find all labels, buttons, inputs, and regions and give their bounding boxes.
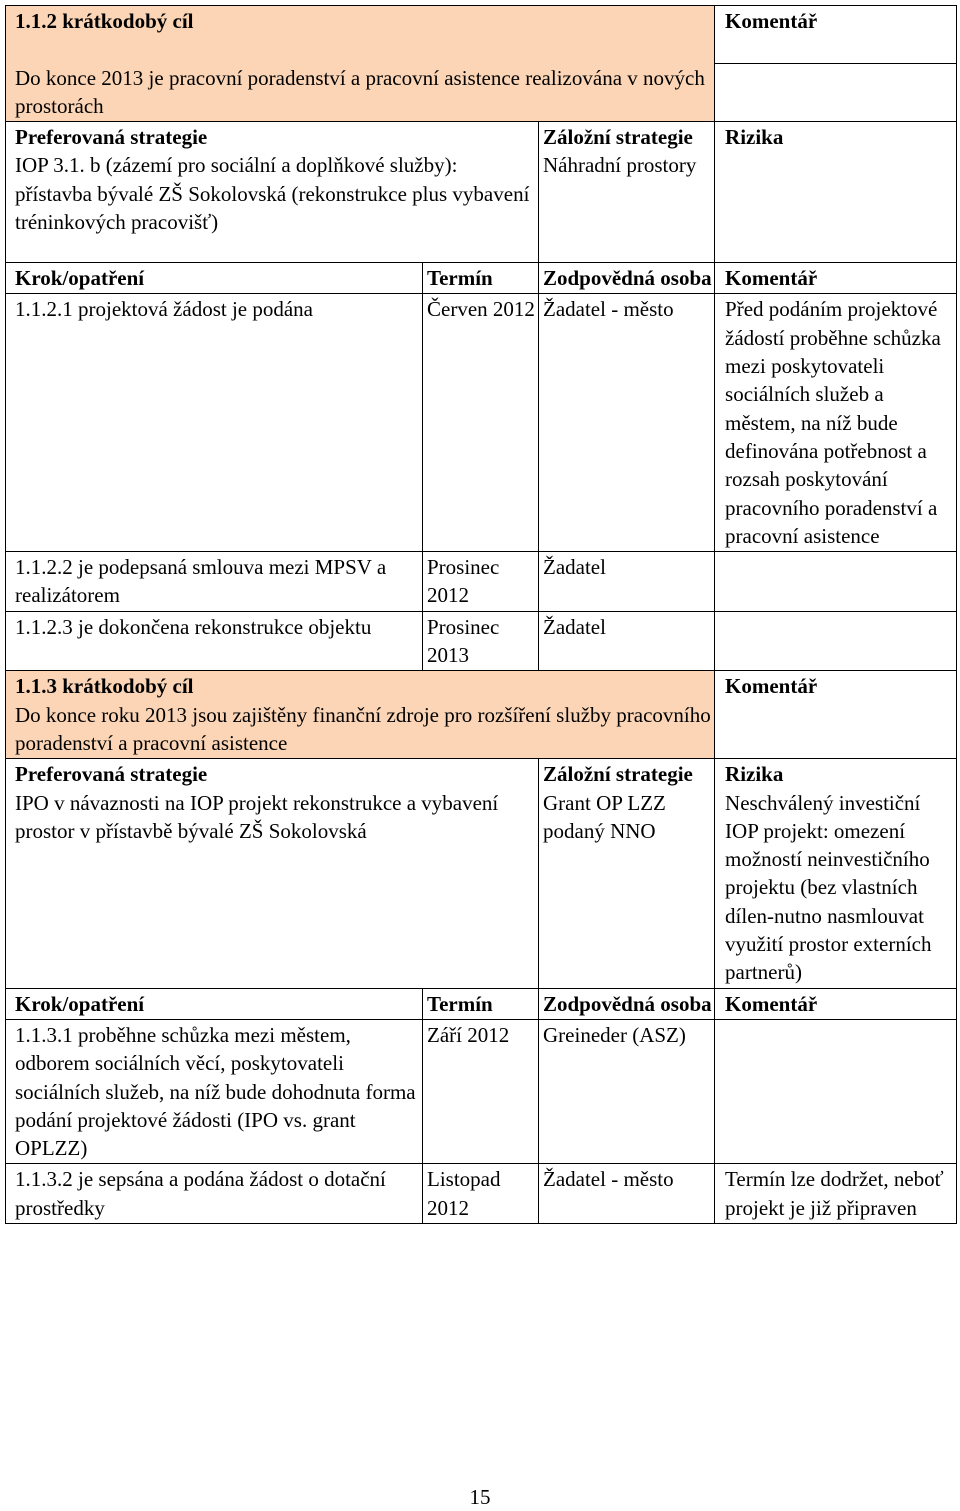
goal-2-resp-1: Greineder (ASZ) (539, 1019, 715, 1163)
goal-2-backup-label: Záložní strategie (543, 762, 693, 787)
goal-1-preferred-label: Preferovaná strategie (15, 125, 208, 150)
goal-1-header-resp: Zodpovědná osoba (539, 263, 715, 294)
goal-1-term-2: Prosinec 2012 (423, 552, 539, 612)
goal-2-header (6, 671, 715, 759)
goal-1-preferred-strategy (6, 122, 539, 263)
goal-1-title: 1.1.2 krátkodobý cíl (15, 9, 194, 33)
goal-2-risks (715, 759, 957, 988)
goal-1-comment-3 (715, 611, 957, 671)
goal-2-resp-2: Žadatel - město (539, 1164, 715, 1224)
goal-1-header-comment: Komentář (715, 263, 957, 294)
goal-1-risks-label: Rizika (715, 122, 957, 263)
goal-1-term-3: Prosinec 2013 (423, 611, 539, 671)
goal-1-header (6, 6, 715, 122)
goal-2-header-step: Krok/opatření (6, 988, 423, 1019)
goal-1-resp-1: Žadatel - město (539, 294, 715, 552)
goal-1-comment-2 (715, 552, 957, 612)
goal-1-term-1: Červen 2012 (423, 294, 539, 552)
goal-1-resp-2: Žadatel (539, 552, 715, 612)
goal-1-step-1: 1.1.2.1 projektová žádost je podána (6, 294, 423, 552)
goal-2-step-2: 1.1.3.2 je sepsána a podána žádost o dotační prostředky (6, 1164, 423, 1224)
page-number: 15 (469, 1485, 491, 1509)
goal-1-comment-1: Před podáním projektové žádostí proběhne schůzka mezi poskytovateli sociálních služeb a městem, na níž bude definována potřebnost a rozsah poskytování pracovního poradenství a pracovní asistence (715, 294, 957, 552)
goal-2-step-1: 1.1.3.1 proběhne schůzka mezi městem, odborem sociálních věcí, poskytovateli sociálních služeb, na níž bude dohodnuta forma podání projektové žádosti (IPO vs. grant OPLZZ) (6, 1019, 423, 1163)
goal-1-step-3: 1.1.2.3 je dokončena rekonstrukce objektu (6, 611, 423, 671)
goal-2-backup-strategy (539, 759, 715, 988)
goal-1-comment-label: Komentář (715, 6, 957, 64)
goal-2-preferred-label: Preferovaná strategie (15, 762, 208, 787)
goal-1-backup-strategy (539, 122, 715, 263)
goal-1-description: Do konce 2013 je pracovní poradenství a pracovní asistence realizována v nových prostorách (15, 65, 705, 118)
goal-1-step-2: 1.1.2.2 je podepsaná smlouva mezi MPSV a realizátorem (6, 552, 423, 612)
goal-1-header-step: Krok/opatření (6, 263, 423, 294)
goal-2-header-term: Termín (423, 988, 539, 1019)
action-plan-table (5, 5, 957, 1224)
goal-1-backup-text: Náhradní prostory (543, 153, 697, 178)
goal-1-backup-label: Záložní strategie (543, 125, 693, 150)
goal-2-header-comment: Komentář (715, 988, 957, 1019)
goal-1-header-term: Termín (423, 263, 539, 294)
goal-2-header-resp: Zodpovědná osoba (539, 988, 715, 1019)
goal-2-term-1: Září 2012 (423, 1019, 539, 1163)
goal-1-preferred-text: IOP 3.1. b (zázemí pro sociální a doplňkové služby): přístavba bývalé ZŠ Sokolovská (rekonstrukce plus vybavení tréninkových pracovišť) (15, 153, 530, 235)
goal-2-description: Do konce roku 2013 jsou zajištěny finanční zdroje pro rozšíření služby pracovního poradenství a pracovní asistence (15, 702, 711, 755)
goal-2-preferred-text: IPO v návaznosti na IOP projekt rekonstrukce a vybavení prostor v přístavbě bývalé ZŠ Sokolovská (15, 790, 499, 843)
goal-1-comment-cell (715, 64, 957, 122)
goal-2-title: 1.1.3 krátkodobý cíl (15, 674, 194, 699)
goal-2-preferred-strategy (6, 759, 539, 988)
goal-2-comment-label: Komentář (715, 671, 957, 759)
goal-2-comment-2: Termín lze dodržet, neboť projekt je již připraven (715, 1164, 957, 1224)
goal-2-backup-text: Grant OP LZZ podaný NNO (543, 790, 666, 843)
goal-2-term-2: Listopad 2012 (423, 1164, 539, 1224)
goal-2-risks-text: Neschválený investiční IOP projekt: omezení možností neinvestičního projektu (bez vlastních dílen-nutno nasmlouvat využití prostor externích partnerů) (725, 790, 932, 985)
goal-2-comment-1 (715, 1019, 957, 1163)
goal-1-resp-3: Žadatel (539, 611, 715, 671)
goal-2-risks-label: Rizika (725, 762, 784, 787)
